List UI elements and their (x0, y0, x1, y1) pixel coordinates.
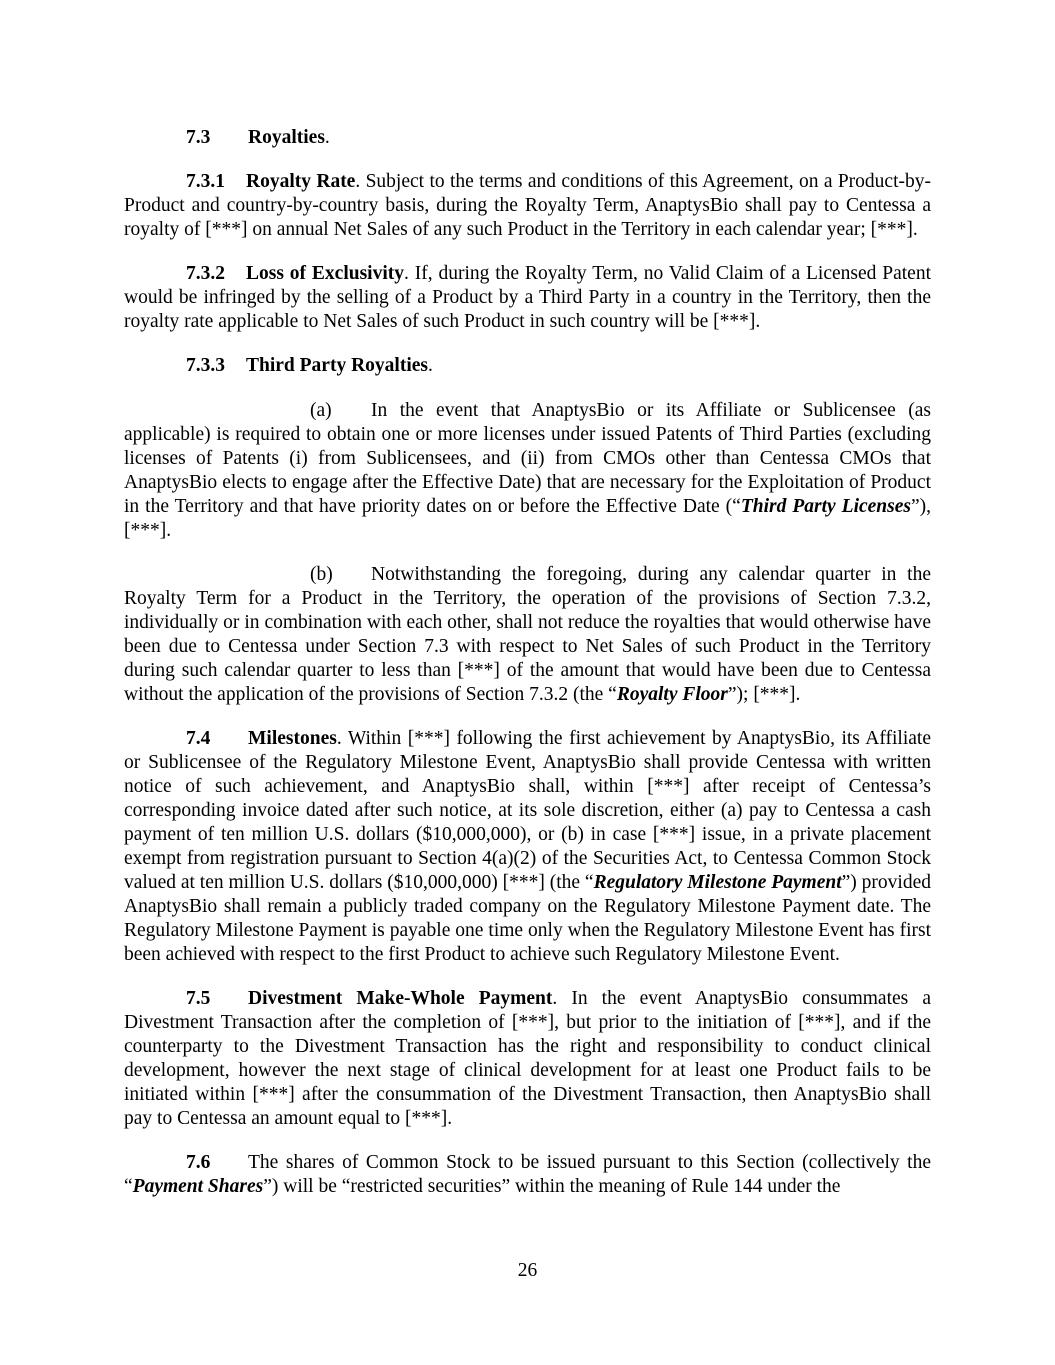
section-tail: ”) provided AnaptysBio shall remain a publicly traded company on the Regulatory Milestone Payment date. The Regulatory Milestone Payment is payable one time only when the Regulatory Milestone Event has first been achieved with respect to the first Product to achieve such Regulatory Milestone Event. (124, 872, 931, 965)
section-title: Loss of Exclusivity (246, 263, 404, 284)
section-tail: ”) will be “restricted securities” within the meaning of Rule 144 under the (263, 1176, 841, 1197)
section-number: 7.6 (186, 1152, 211, 1173)
item-tail: ”), [***]. (124, 496, 932, 541)
section-number: 7.3 (186, 127, 211, 148)
section-7-3-3-item-a (124, 399, 931, 543)
section-body: The shares of Common Stock to be issued pursuant to this Section (collectively the “ (124, 1152, 931, 1197)
item-label: (b) (310, 564, 333, 585)
defined-term: Regulatory Milestone Payment (593, 872, 842, 893)
section-body: . Within [***] following the first achievement by AnaptysBio, its Affiliate or Sublicensee of the Regulatory Milestone Event, AnaptysBio shall provide Centessa with written notice of such achievement, and AnaptysBio shall, within [***] after receipt of Centessa’s corresponding invoice dated after such notice, at its sole discretion, either (a) pay to Centessa a cash payment of ten million U.S. dollars ($10,000,000), or (b) in case [***] issue, in a private placement exempt from registration pursuant to Section 4(a)(2) of the Securities Act, to Centessa Common Stock valued at ten million U.S. dollars ($10,000,000) [***] (the “ (124, 728, 931, 893)
section-title: Divestment Make-Whole Payment (248, 988, 553, 1009)
section-body: . Subject to the terms and conditions of this Agreement, on a Product-by-Product and country-by-country basis, during the Royalty Term, AnaptysBio shall pay to Centessa a royalty of [***] on annual Net Sales of any such Product in the Territory in each calendar year; [***]. (124, 171, 931, 240)
section-number: 7.3.2 (186, 263, 225, 284)
section-body: . In the event AnaptysBio consummates a Divestment Transaction after the completion of [***], but prior to the initiation of [***], and if the counterparty to the Divestment Transaction has the right and responsibility to conduct clinical development, however the next stage of clinical development for at least one Product fails to be initiated within [***] after the consummation of the Divestment Transaction, then AnaptysBio shall pay to Centessa an amount equal to [***]. (124, 988, 931, 1129)
section-7-3-3-item-b (124, 563, 931, 707)
section-7-3-3-heading: 7.3.3 Third Party Royalties. (186, 355, 433, 376)
section-number: 7.3.3 (186, 355, 225, 376)
section-number: 7.4 (186, 728, 211, 749)
section-title: Royalty Rate (246, 171, 356, 192)
item-body: Notwithstanding the foregoing, during any calendar quarter in the Royalty Term for a Product in the Territory, the operation of the provisions of Section 7.3.2, individually or in combination with each other, shall not reduce the royalties that would otherwise have been due to Centessa under Section 7.3 with respect to Net Sales of such Product in the Territory during such calendar quarter to less than [***] of the amount that would have been due to Centessa without the application of the provisions of Section 7.3.2 (the “ (124, 564, 931, 705)
section-body: . If, during the Royalty Term, no Valid Claim of a Licensed Patent would be infringed by the selling of a Product by a Third Party in a country in the Territory, then the royalty rate applicable to Net Sales of such Product in such country will be [***]. (124, 263, 931, 332)
section-number: 7.5 (186, 988, 211, 1009)
section-7-5-paragraph (124, 987, 931, 1131)
section-title: Royalties (248, 127, 325, 148)
item-body: In the event that AnaptysBio or its Affiliate or Sublicensee (as applicable) is required to obtain one or more licenses under issued Patents of Third Parties (excluding licenses of Patents (i) from Sublicensees, and (ii) from CMOs other than Centessa CMOs that AnaptysBio elects to engage after the Effective Date) that are necessary for the Exploitation of Product in the Territory and that have priority dates on or before the Effective Date (“ (124, 400, 931, 517)
defined-term: Third Party Licenses (740, 496, 911, 517)
section-7-3-1-paragraph (124, 170, 931, 242)
defined-term: Royalty Floor (616, 684, 728, 705)
item-tail: ”); [***]. (727, 684, 801, 705)
defined-term: Payment Shares (132, 1176, 264, 1197)
section-7-6-paragraph (124, 1151, 931, 1199)
section-title: Milestones (248, 728, 337, 749)
section-7-4-paragraph (124, 727, 931, 967)
document-body (124, 126, 931, 1199)
section-7-3-2-paragraph (124, 262, 931, 334)
page-number: 26 (517, 1260, 538, 1281)
item-label: (a) (310, 400, 332, 421)
section-title: Third Party Royalties (246, 355, 428, 376)
section-number: 7.3.1 (186, 171, 225, 192)
section-7-3-heading: 7.3 Royalties. (186, 127, 330, 148)
